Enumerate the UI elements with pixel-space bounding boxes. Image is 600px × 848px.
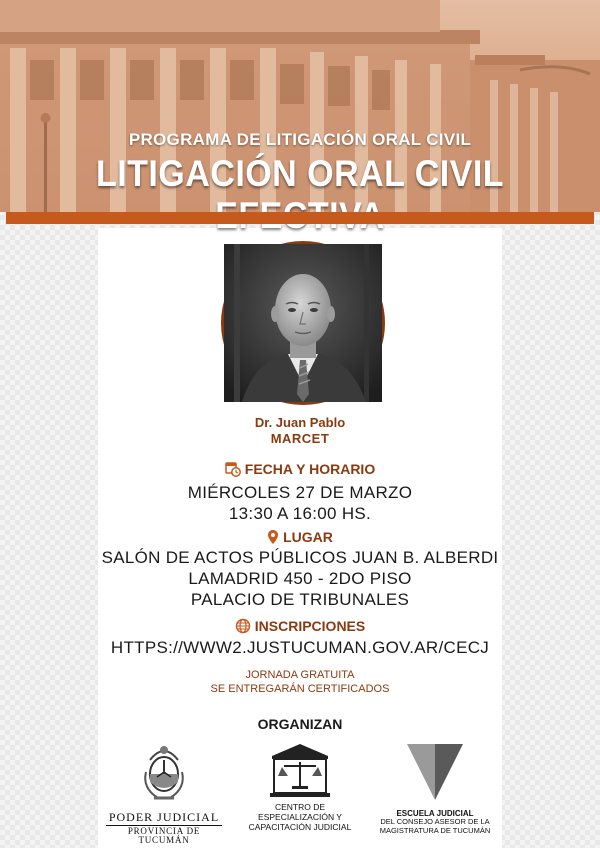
header-banner	[0, 0, 600, 212]
escuela-line-2: DEL CONSEJO ASESOR DE LA	[380, 817, 490, 827]
schedule-heading	[0, 461, 600, 477]
registration-url[interactable]: HTTPS://WWW2.JUSTUCUMAN.GOV.AR/CECJ	[110, 638, 490, 657]
free-event-note: JORNADA GRATUITA	[245, 669, 355, 681]
location-line-2: LAMADRID 450 - 2DO PISO	[188, 569, 412, 588]
program-subtitle: PROGRAMA DE LITIGACIÓN ORAL CIVIL	[128, 130, 472, 149]
poder-judicial-name: PODER JUDICIAL	[108, 810, 220, 824]
speaker-last-name: MARCET	[270, 431, 330, 446]
escuela-line-1: ESCUELA JUDICIAL	[396, 809, 474, 818]
speaker-photo	[224, 244, 382, 402]
centro-line-1: CENTRO DE	[274, 802, 326, 812]
triangle-emblem-icon	[405, 742, 465, 802]
event-title: LITIGACIÓN ORAL CIVIL	[95, 153, 505, 194]
map-pin-icon	[267, 529, 279, 545]
globe-icon	[235, 618, 251, 634]
escuela-judicial-logo	[372, 742, 498, 835]
location-heading-label: LUGAR	[283, 529, 333, 545]
centro-line-3: CAPACITACIÓN JUDICIAL	[248, 821, 352, 832]
centro-line-2: ESPECIALIZACIÓN Y	[258, 811, 342, 822]
accent-bar	[6, 212, 594, 224]
organizers-heading: ORGANIZAN	[257, 716, 343, 732]
coat-of-arms-icon	[140, 742, 188, 804]
centro-logo	[244, 742, 356, 832]
poder-judicial-province: PROVINCIA DE TUCUMÁN	[106, 825, 222, 846]
location-line-1: SALÓN DE ACTOS PÚBLICOS JUAN B. ALBERDI	[101, 548, 499, 567]
poder-judicial-logo	[100, 742, 228, 845]
registration-heading	[0, 618, 600, 634]
location-line-3: PALACIO DE TRIBUNALES	[190, 590, 410, 609]
calendar-clock-icon	[225, 461, 241, 477]
courthouse-scales-icon	[268, 742, 332, 798]
certificates-note: SE ENTREGARÁN CERTIFICADOS	[210, 683, 390, 695]
event-time: 13:30 A 16:00 HS.	[228, 504, 372, 523]
escuela-line-3: MAGISTRATURA DE TUCUMÁN	[379, 825, 491, 835]
speaker-prefix: Dr. Juan Pablo	[254, 415, 346, 430]
speaker-portrait	[221, 241, 385, 405]
registration-heading-label: INSCRIPCIONES	[254, 618, 366, 634]
event-date: MIÉRCOLES 27 DE MARZO	[187, 483, 413, 502]
schedule-heading-label: FECHA Y HORARIO	[244, 461, 376, 477]
location-heading	[0, 529, 600, 545]
